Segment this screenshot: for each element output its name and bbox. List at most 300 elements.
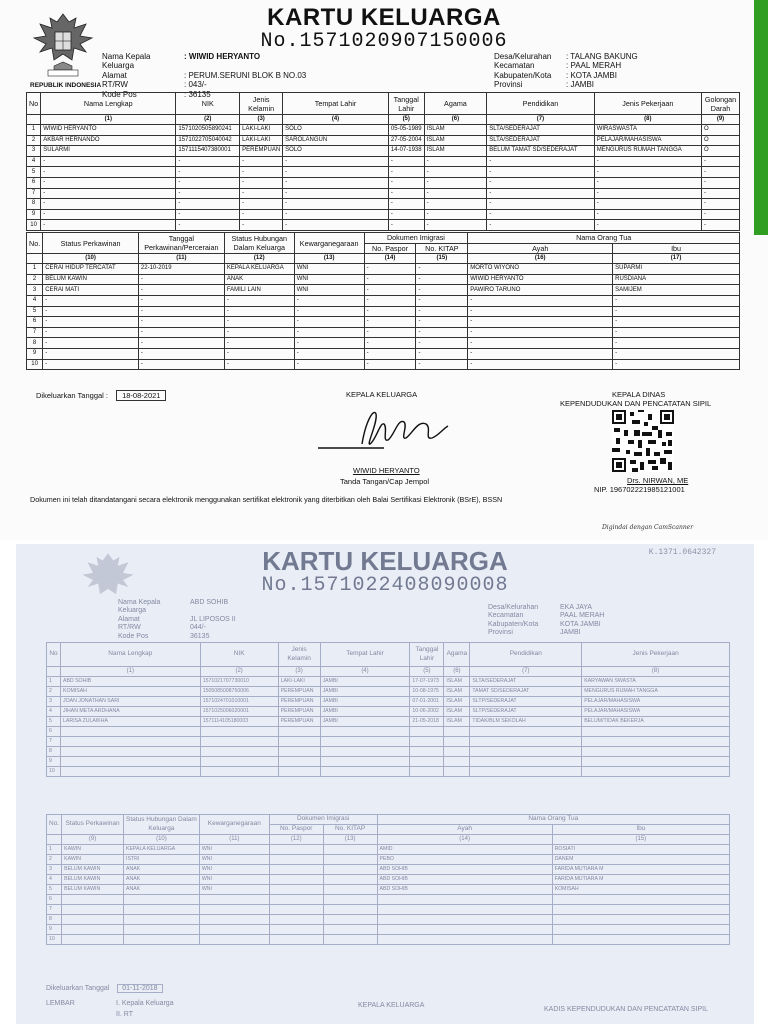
- col-header-religion: Agama: [424, 93, 487, 115]
- column-number-row: [47, 667, 730, 677]
- table-cell: [200, 766, 278, 776]
- table-cell: JAMBI: [320, 706, 410, 716]
- table-cell: -: [468, 306, 613, 317]
- table-cell: -: [138, 327, 224, 338]
- table-cell: KOMISAH: [552, 884, 729, 894]
- table-row: [47, 924, 730, 934]
- table-cell: -: [468, 327, 613, 338]
- table-cell: O: [702, 125, 740, 136]
- office-title: KADIS KEPENDUDUKAN DAN PENCATATAN SIPIL: [544, 1006, 709, 1013]
- table-cell: -: [702, 199, 740, 210]
- table-cell: [470, 766, 582, 776]
- table-row: [27, 125, 740, 136]
- table-cell: -: [594, 220, 701, 231]
- table-cell: SLTA/SEDERAJAT: [487, 135, 594, 146]
- column-number: (3): [240, 115, 283, 125]
- table-cell: -: [138, 317, 224, 328]
- table-row: [27, 264, 740, 275]
- table-cell: -: [138, 338, 224, 349]
- row-number: 10: [47, 766, 61, 776]
- table-cell: O: [702, 146, 740, 157]
- col-header-parents: Nama Orang Tua: [377, 815, 729, 825]
- table-cell: ANAK: [124, 864, 200, 874]
- table-cell: [60, 766, 200, 776]
- row-number: 7: [27, 188, 41, 199]
- table-cell: KAWIN: [62, 854, 124, 864]
- row-number: 7: [47, 736, 61, 746]
- table-cell: [62, 934, 124, 944]
- issue-date-block: [46, 984, 163, 993]
- table-cell: PEBO: [377, 854, 552, 864]
- table-cell: -: [240, 199, 283, 210]
- table-cell: WIWID HERYANTO: [468, 274, 613, 285]
- table-cell: -: [138, 348, 224, 359]
- row-number: 2: [27, 274, 43, 285]
- table-cell: ISLAM: [444, 706, 470, 716]
- row-number: 6: [27, 177, 41, 188]
- table-cell: FAMILI LAIN: [224, 285, 294, 296]
- table-cell: ABD SOHIB: [60, 676, 200, 686]
- table-cell: PEREMPUAN: [240, 146, 283, 157]
- row-number: 5: [27, 306, 43, 317]
- col-header-marital: Status Perkawinan: [62, 815, 124, 835]
- table-cell: ABD SOHIB: [377, 884, 552, 894]
- table-cell: [377, 904, 552, 914]
- table-cell: -: [416, 338, 468, 349]
- table-cell: [200, 746, 278, 756]
- column-number: (6): [424, 115, 487, 125]
- table-cell: -: [364, 264, 416, 275]
- table-cell: -: [388, 199, 424, 210]
- column-number: (8): [594, 115, 701, 125]
- table-cell: SULARMI: [41, 146, 176, 157]
- table-cell: -: [224, 359, 294, 370]
- table-cell: -: [388, 177, 424, 188]
- table-cell: SUPARMI: [613, 264, 740, 275]
- table-cell: -: [240, 188, 283, 199]
- table-cell: -: [702, 220, 740, 231]
- column-number: (7): [470, 667, 582, 677]
- table-cell: O: [702, 135, 740, 146]
- table-cell: -: [176, 209, 240, 220]
- column-number: [47, 835, 62, 845]
- table-cell: TAMAT SD/SEDERAJAT: [470, 686, 582, 696]
- table-cell: -: [176, 188, 240, 199]
- table-row: [27, 188, 740, 199]
- table-cell: -: [388, 156, 424, 167]
- table-cell: BELUM KAWIN: [43, 274, 139, 285]
- table-cell: 17-07-1973: [410, 676, 444, 686]
- table-cell: FARIDA MUTIARA M: [552, 874, 729, 884]
- table-cell: WNI: [199, 884, 269, 894]
- table-cell: [124, 904, 200, 914]
- family-card-number: No.1571020907150006: [260, 30, 508, 53]
- col-header-birthplace: Tempat Lahir: [283, 93, 389, 115]
- table-cell: [278, 766, 320, 776]
- table-row: [47, 914, 730, 924]
- members-table: [46, 642, 730, 777]
- table-row: [27, 306, 740, 317]
- table-cell: -: [138, 295, 224, 306]
- table-cell: -: [43, 338, 139, 349]
- column-number: [27, 115, 41, 125]
- col-header-mother: Ibu: [613, 243, 740, 254]
- table-cell: [470, 746, 582, 756]
- table-cell: -: [613, 306, 740, 317]
- row-number: 6: [47, 726, 61, 736]
- table-cell: [269, 884, 323, 894]
- col-header-blood: Golongan Darah: [702, 93, 740, 115]
- table-cell: [320, 726, 410, 736]
- table-cell: [60, 726, 200, 736]
- table-cell: [269, 934, 323, 944]
- table-cell: -: [283, 156, 389, 167]
- table-cell: BELUM KAWIN: [62, 884, 124, 894]
- table-cell: -: [364, 274, 416, 285]
- table-cell: -: [594, 209, 701, 220]
- lembar-item: II. RT: [116, 1011, 133, 1018]
- table-cell: ISTRI: [124, 854, 200, 864]
- row-number: 2: [27, 135, 41, 146]
- table-cell: ISLAM: [424, 146, 487, 157]
- col-header-passport: No. Paspor: [364, 243, 416, 254]
- table-cell: -: [424, 199, 487, 210]
- table-row: [47, 726, 730, 736]
- column-number: [27, 254, 43, 264]
- row-number: 5: [47, 884, 62, 894]
- table-cell: -: [613, 338, 740, 349]
- col-header-birthdate: Tanggal Lahir: [388, 93, 424, 115]
- table-cell: -: [43, 359, 139, 370]
- table-cell: [582, 766, 730, 776]
- table-cell: KAWIN: [62, 844, 124, 854]
- table-cell: [60, 756, 200, 766]
- table-cell: [552, 934, 729, 944]
- table-row: [47, 844, 730, 854]
- row-number: 3: [27, 146, 41, 157]
- col-header-marriage-date: Tanggal Perkawinan/Perceraian: [138, 233, 224, 254]
- table-cell: 10-06-2002: [410, 706, 444, 716]
- table-cell: ISLAM: [444, 676, 470, 686]
- column-number: (6): [444, 667, 470, 677]
- document-title: KARTU KELUARGA: [262, 546, 508, 576]
- col-header-occupation: Jenis Pekerjaan: [594, 93, 701, 115]
- col-header-marital: Status Perkawinan: [43, 233, 139, 254]
- table-cell: [269, 904, 323, 914]
- table-cell: [269, 914, 323, 924]
- official-nip: NIP. 196702221985121001: [594, 485, 685, 494]
- table-cell: -: [224, 295, 294, 306]
- table-cell: -: [388, 188, 424, 199]
- table-cell: [377, 924, 552, 934]
- table-cell: [62, 904, 124, 914]
- table-cell: -: [416, 295, 468, 306]
- table-cell: -: [416, 264, 468, 275]
- table-cell: WNI: [199, 844, 269, 854]
- table-cell: [323, 914, 377, 924]
- table-row: [47, 864, 730, 874]
- col-header-relation: Status Hubungan Dalam Keluarga: [124, 815, 200, 835]
- table-cell: -: [43, 295, 139, 306]
- civil-status-table: [26, 232, 740, 370]
- column-number: [47, 667, 61, 677]
- row-number: 1: [27, 264, 43, 275]
- row-number: 3: [27, 285, 43, 296]
- row-number: 2: [47, 854, 62, 864]
- table-cell: -: [283, 199, 389, 210]
- table-cell: SOLO: [283, 146, 389, 157]
- table-cell: [582, 756, 730, 766]
- table-cell: -: [613, 295, 740, 306]
- col-header-no: No: [27, 93, 41, 115]
- table-cell: -: [594, 167, 701, 178]
- row-number: 9: [47, 756, 61, 766]
- info-value: : 36135: [184, 89, 211, 99]
- info-label: Alamat: [102, 70, 127, 80]
- table-row: [27, 285, 740, 296]
- info-label: RT/RW: [102, 80, 128, 90]
- table-cell: -: [176, 220, 240, 231]
- table-cell: -: [702, 209, 740, 220]
- table-cell: -: [702, 188, 740, 199]
- row-number: 3: [47, 696, 61, 706]
- column-number-row: [27, 115, 740, 125]
- info-label: Kabupaten/Kota: [494, 70, 552, 80]
- row-number: 9: [27, 348, 43, 359]
- table-cell: 10-08-1975: [410, 686, 444, 696]
- table-cell: -: [294, 348, 364, 359]
- table-cell: -: [294, 327, 364, 338]
- info-label: Provinsi: [494, 80, 523, 90]
- table-cell: -: [294, 317, 364, 328]
- table-row: [47, 756, 730, 766]
- col-header-birthdate: Tanggal Lahir: [410, 643, 444, 667]
- emblem-caption: REPUBLIK INDONESIA: [30, 82, 102, 89]
- table-cell: [278, 756, 320, 766]
- table-cell: [124, 894, 200, 904]
- table-row: [27, 146, 740, 157]
- row-number: 4: [47, 706, 61, 716]
- qr-code-icon: [612, 410, 674, 472]
- table-row: [47, 884, 730, 894]
- table-row: [27, 317, 740, 328]
- col-header-religion: Agama: [444, 643, 470, 667]
- table-row: [47, 894, 730, 904]
- table-row: [27, 167, 740, 178]
- col-header-education: Pendidikan: [470, 643, 582, 667]
- table-cell: WNI: [199, 854, 269, 864]
- table-cell: -: [138, 306, 224, 317]
- table-cell: -: [364, 306, 416, 317]
- table-row: [27, 338, 740, 349]
- column-number: (5): [388, 115, 424, 125]
- column-number: (9): [702, 115, 740, 125]
- table-cell: [410, 766, 444, 776]
- table-cell: [124, 934, 200, 944]
- table-row: [27, 359, 740, 370]
- table-cell: -: [43, 306, 139, 317]
- table-cell: [377, 934, 552, 944]
- table-cell: ISLAM: [444, 696, 470, 706]
- column-number: (15): [552, 835, 729, 845]
- table-cell: [320, 766, 410, 776]
- col-header-gender: Jenis Kelamin: [240, 93, 283, 115]
- table-cell: [377, 894, 552, 904]
- table-cell: -: [613, 327, 740, 338]
- table-cell: -: [41, 188, 176, 199]
- table-cell: -: [43, 317, 139, 328]
- column-number: (8): [582, 667, 730, 677]
- table-cell: [60, 746, 200, 756]
- col-header-citizenship: Kewarganegaraan: [199, 815, 269, 835]
- column-number: (2): [176, 115, 240, 125]
- official-name: Drs. NIRWAN, ME: [627, 476, 689, 485]
- e-sign-footnote: Dokumen ini telah ditandatangani secara elektronik menggunakan sertifikat elektronik yang diterbitkan oleh Balai Sertifikasi Elektronik (BSrE), BSSN: [30, 495, 503, 504]
- column-number: (11): [138, 254, 224, 264]
- info-label: Nama Kepala Keluarga: [102, 52, 151, 71]
- table-cell: -: [487, 209, 594, 220]
- table-cell: LARISA ZULAIKHA: [60, 716, 200, 726]
- col-header-father: Ayah: [377, 825, 552, 835]
- office-title-2: KEPENDUDUKAN DAN PENCATATAN SIPIL: [560, 399, 712, 408]
- table-cell: [552, 924, 729, 934]
- table-cell: -: [294, 295, 364, 306]
- table-cell: AKBAR HERNANDO: [41, 135, 176, 146]
- table-cell: -: [224, 338, 294, 349]
- table-row: [27, 348, 740, 359]
- issue-date-block: [36, 390, 166, 401]
- table-cell: JAMBI: [320, 716, 410, 726]
- info-label: Kabupaten/Kota: [488, 620, 539, 628]
- table-cell: [470, 726, 582, 736]
- table-cell: -: [41, 177, 176, 188]
- column-number: (7): [487, 115, 594, 125]
- table-cell: ANAK: [224, 274, 294, 285]
- row-number: 4: [47, 874, 62, 884]
- row-number: 10: [27, 220, 41, 231]
- info-label: Kecamatan: [494, 61, 535, 71]
- household-info-left: [118, 599, 236, 641]
- column-number: (4): [283, 115, 389, 125]
- table-cell: [470, 736, 582, 746]
- col-header-kitap: No. KITAP: [323, 825, 377, 835]
- table-cell: 1571025006020001: [200, 706, 278, 716]
- issue-date-value: 18-08-2021: [116, 390, 166, 401]
- scanner-watermark: Digindai dengan CamScanner: [602, 524, 694, 531]
- lembar-item: I. Kepala Keluarga: [116, 1000, 174, 1007]
- info-value: ABD SOHIB: [190, 599, 229, 606]
- col-header-nik: NIK: [176, 93, 240, 115]
- table-cell: PEREMPUAN: [278, 696, 320, 706]
- column-number: (13): [294, 254, 364, 264]
- issue-date-label: Dikeluarkan Tanggal: [46, 985, 110, 992]
- table-cell: JAMBI: [320, 696, 410, 706]
- table-cell: BELUM/TIDAK BEKERJA: [582, 716, 730, 726]
- signature-icon: [314, 400, 454, 460]
- info-value: KOTA JAMBI: [560, 620, 601, 628]
- info-value: : KOTA JAMBI: [566, 70, 617, 80]
- table-cell: [323, 934, 377, 944]
- table-cell: -: [468, 359, 613, 370]
- table-cell: -: [388, 220, 424, 231]
- table-cell: -: [176, 156, 240, 167]
- info-label: Kode Pos: [118, 632, 149, 640]
- table-row: [47, 706, 730, 716]
- table-cell: -: [613, 348, 740, 359]
- table-cell: -: [364, 317, 416, 328]
- col-header-parents: Nama Orang Tua: [468, 233, 740, 244]
- col-header-name: Nama Lengkap: [41, 93, 176, 115]
- row-number: 3: [47, 864, 62, 874]
- row-number: 6: [47, 894, 62, 904]
- info-value: : TALANG BAKUNG: [566, 52, 638, 61]
- info-value: PAAL MERAH: [560, 612, 605, 620]
- table-cell: [582, 746, 730, 756]
- col-header-birthplace: Tempat Lahir: [320, 643, 410, 667]
- table-cell: PEREMPUAN: [278, 706, 320, 716]
- table-cell: PELAJAR/MAHASISWA: [582, 696, 730, 706]
- table-cell: -: [41, 156, 176, 167]
- info-label: Kecamatan: [488, 612, 524, 620]
- row-number: 10: [47, 934, 62, 944]
- table-cell: WNI: [294, 274, 364, 285]
- table-cell: -: [416, 348, 468, 359]
- col-header-education: Pendidikan: [487, 93, 594, 115]
- info-label: RT/RW: [118, 624, 141, 632]
- table-cell: [552, 894, 729, 904]
- table-cell: SLTA/SEDERAJAT: [470, 676, 582, 686]
- issue-date-value: 01-11-2018: [117, 984, 162, 993]
- table-cell: -: [41, 199, 176, 210]
- table-cell: SLTA/SEDERAJAT: [487, 125, 594, 136]
- table-cell: WNI: [294, 285, 364, 296]
- table-cell: -: [487, 220, 594, 231]
- info-value: : PERUM.SERUNI BLOK B NO.03: [184, 70, 307, 80]
- table-cell: -: [240, 209, 283, 220]
- table-cell: [470, 756, 582, 766]
- info-value: EKA JAYA: [560, 604, 593, 611]
- table-cell: [269, 874, 323, 884]
- table-row: [27, 199, 740, 210]
- col-header-father: Ayah: [468, 243, 613, 254]
- info-value: 044/-: [190, 624, 206, 632]
- table-cell: WNI: [199, 864, 269, 874]
- info-value: : PAAL MERAH: [566, 61, 622, 71]
- table-cell: [269, 854, 323, 864]
- table-cell: PEREMPUAN: [278, 716, 320, 726]
- table-cell: -: [487, 156, 594, 167]
- table-cell: -: [138, 359, 224, 370]
- table-cell: [410, 746, 444, 756]
- household-info-right: [494, 52, 638, 90]
- table-cell: -: [176, 177, 240, 188]
- table-cell: [444, 766, 470, 776]
- table-cell: 1505085008750006: [200, 686, 278, 696]
- column-number: (10): [43, 254, 139, 264]
- table-row: [47, 904, 730, 914]
- info-value: 36135: [190, 632, 210, 640]
- table-cell: [552, 914, 729, 924]
- table-cell: -: [487, 177, 594, 188]
- row-number: 8: [47, 914, 62, 924]
- table-cell: [410, 736, 444, 746]
- table-row: [27, 135, 740, 146]
- table-row: [27, 209, 740, 220]
- table-cell: SAMIJEM: [613, 285, 740, 296]
- table-cell: WNI: [294, 264, 364, 275]
- table-cell: -: [283, 177, 389, 188]
- row-number: 7: [47, 904, 62, 914]
